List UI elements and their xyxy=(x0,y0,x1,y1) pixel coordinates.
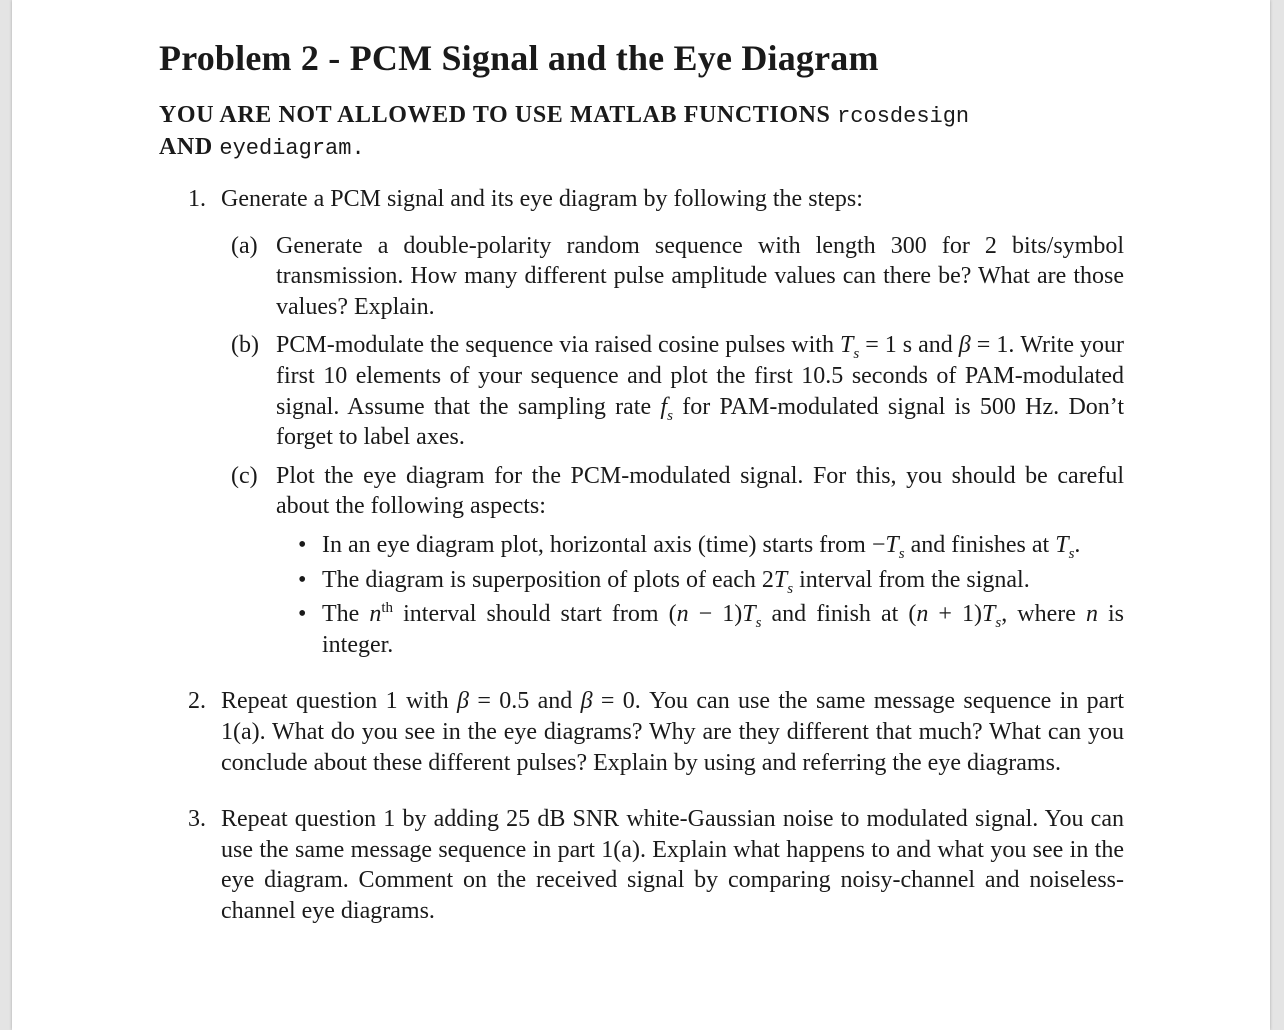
question-1 xyxy=(159,184,1124,660)
document-page xyxy=(12,0,1270,1030)
warning-notice xyxy=(159,100,1124,164)
math-sub-s: s xyxy=(995,614,1002,631)
text-run: = 0.5 and xyxy=(468,688,581,715)
text-run: The diagram is superposition of plots of each 2 xyxy=(322,566,774,593)
page-content xyxy=(159,36,1124,944)
math-sub-s: s xyxy=(787,580,794,597)
math-T: T xyxy=(773,566,788,593)
text-run: = 0. You can use the same message sequence in part 1(a). What do you see in the eye diagrams? Why are they different that much? What can you conclude about these different pulses? Explain by using and referring the eye diagrams. xyxy=(221,688,1124,776)
bullet-item-2 xyxy=(276,565,1124,596)
bullet-icon: • xyxy=(298,531,307,558)
math-n: n xyxy=(1085,601,1098,628)
math-n: n xyxy=(676,601,689,628)
math-sub-s: s xyxy=(755,614,762,631)
text-run: is integer. xyxy=(322,601,1125,658)
question-1a xyxy=(221,231,1124,323)
text-run: − 1) xyxy=(688,601,743,628)
question-1-intro: Generate a PCM signal and its eye diagram by following the steps: xyxy=(221,186,863,212)
text-run: PCM-modulate the sequence via raised cosine pulses with xyxy=(276,332,840,359)
question-1c-label: (c) xyxy=(231,462,258,489)
math-beta: β xyxy=(580,688,593,715)
math-sup-th: th xyxy=(381,600,394,617)
math-T: T xyxy=(885,531,899,558)
question-3 xyxy=(159,804,1124,926)
text-run: Repeat question 1 with xyxy=(221,688,458,715)
text-run: = 1. Write your first 10 elements of your sequence and plot the first 10.5 seconds of PAM-modulated signal. Assume that the sampling rate xyxy=(276,332,1125,420)
text-run: for PAM-modulated signal is 500 Hz. Don’t forget to label axes. xyxy=(276,393,1124,451)
math-sub-s: s xyxy=(667,407,673,424)
text-run: interval from the signal. xyxy=(793,566,1030,593)
math-T: T xyxy=(839,332,854,359)
question-1c xyxy=(221,461,1124,661)
text-run: In an eye diagram plot, horizontal axis (time) starts from − xyxy=(322,531,886,558)
question-1c-bullets xyxy=(276,530,1124,660)
warning-prefix: YOU ARE NOT ALLOWED TO USE MATLAB FUNCTIONS xyxy=(159,102,831,128)
math-T: T xyxy=(742,601,756,628)
math-sub-s: s xyxy=(853,346,860,363)
question-1-subparts xyxy=(221,231,1124,661)
question-3-number: 3. xyxy=(188,806,206,833)
bullet-item-1 xyxy=(276,530,1124,561)
text-run: . xyxy=(1074,531,1081,558)
text-run: and finishes at xyxy=(904,531,1056,558)
math-sub-s: s xyxy=(1068,545,1075,562)
question-1b-text xyxy=(276,332,1124,450)
math-T: T xyxy=(982,601,996,628)
question-1b xyxy=(221,330,1124,452)
math-beta: β xyxy=(958,332,971,359)
question-1-number: 1. xyxy=(188,186,206,212)
question-1c-text: Plot the eye diagram for the PCM-modulated signal. For this, you should be careful about the following aspects: xyxy=(276,462,1124,520)
warning-end: . xyxy=(351,136,365,161)
question-3-text: Repeat question 1 by adding 25 dB SNR white-Gaussian noise to modulated signal. You can use the same message sequence in part 1(a). Explain what happens to and what you see in the eye diagram. Comment on the received signal by comparing noisy-channel and noiseless-channel eye diagrams. xyxy=(221,806,1124,924)
text-run: , where xyxy=(1001,601,1086,628)
math-T: T xyxy=(1055,531,1069,558)
bullet-item-3 xyxy=(276,599,1124,660)
question-2 xyxy=(159,686,1124,778)
question-list xyxy=(159,184,1124,926)
warning-func-eyediagram: eyediagram xyxy=(219,136,352,161)
question-1a-label: (a) xyxy=(231,232,258,259)
text-run: interval should start from ( xyxy=(393,601,677,628)
math-n: n xyxy=(916,601,929,628)
question-1b-label: (b) xyxy=(231,332,259,359)
question-1a-text: Generate a double-polarity random sequence with length 300 for 2 bits/symbol transmission. How many different pulse amplitude values can there be? What are those values? Explain. xyxy=(276,232,1124,320)
text-run: + 1) xyxy=(928,601,982,628)
math-sub-s: s xyxy=(898,545,905,562)
math-beta: β xyxy=(457,688,469,715)
warning-and: AND xyxy=(159,134,213,160)
math-n: n xyxy=(369,601,382,628)
warning-func-rcosdesign: rcosdesign xyxy=(837,104,970,129)
math-f: f xyxy=(660,393,668,420)
text-run: The xyxy=(322,601,370,628)
bullet-icon: • xyxy=(298,601,307,628)
text-run: = 1 s and xyxy=(859,332,959,359)
page-title: Problem 2 - PCM Signal and the Eye Diagram xyxy=(159,38,879,78)
bullet-icon: • xyxy=(298,566,307,593)
text-run: and finish at ( xyxy=(761,601,917,628)
question-2-number: 2. xyxy=(188,688,206,715)
